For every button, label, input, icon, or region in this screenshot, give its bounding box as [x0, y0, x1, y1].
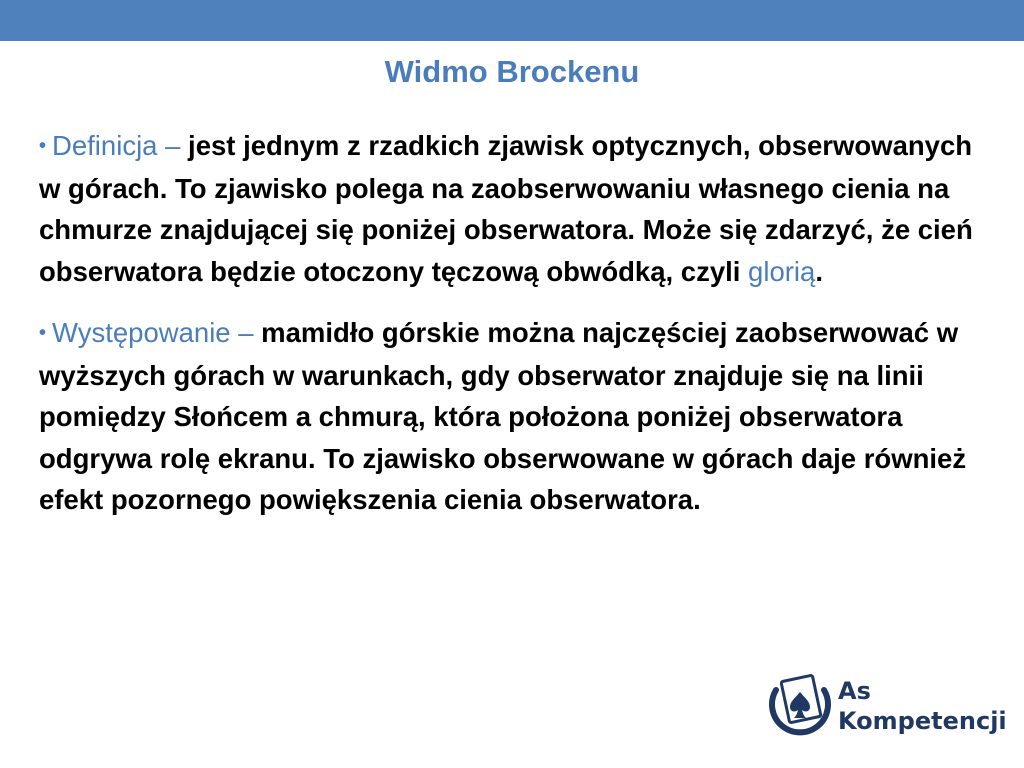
- bullet-text: mamidło górskie można najczęściej zaobserwować w wyższych górach w warunkach, gdy obserwator znajduje się na linii pomiędzy Słońcem a chmurą, która położona poniżej obserwatora odgrywa rolę ekranu. To zjawisko obserwowane w górach daje również efekt pozornego powiększenia cienia obserwatora.: [39, 317, 967, 515]
- bullet-end: .: [815, 255, 823, 287]
- slide-content: [39, 125, 999, 541]
- bullet-marker: •: [39, 322, 47, 344]
- highlighted-term: glorią: [748, 255, 816, 287]
- top-accent-bar: [0, 0, 1024, 41]
- bullet-occurrence: [39, 312, 999, 521]
- slide-title: Widmo Brockenu: [384, 54, 640, 89]
- as-kompetencji-logo: [768, 670, 1007, 745]
- bullet-definition: [39, 125, 999, 292]
- logo-text-line1: As: [838, 677, 871, 705]
- logo-text-line2: Kompetencji: [838, 707, 1007, 735]
- bullet-term: Definicja –: [52, 130, 181, 161]
- spade-card-icon: [768, 672, 832, 742]
- bullet-text: jest jednym z rzadkich zjawisk optycznych, obserwowanych w górach. To zjawisko polega na zaobserwowaniu własnego cienia na chmurze znajdującej się poniżej obserwatora. Może się zdarzyć, że cień obserwatora będzie otoczony tęczową obwódką, czyli: [39, 130, 973, 287]
- bullet-term: Występowanie –: [52, 317, 254, 348]
- bullet-marker: •: [39, 135, 47, 157]
